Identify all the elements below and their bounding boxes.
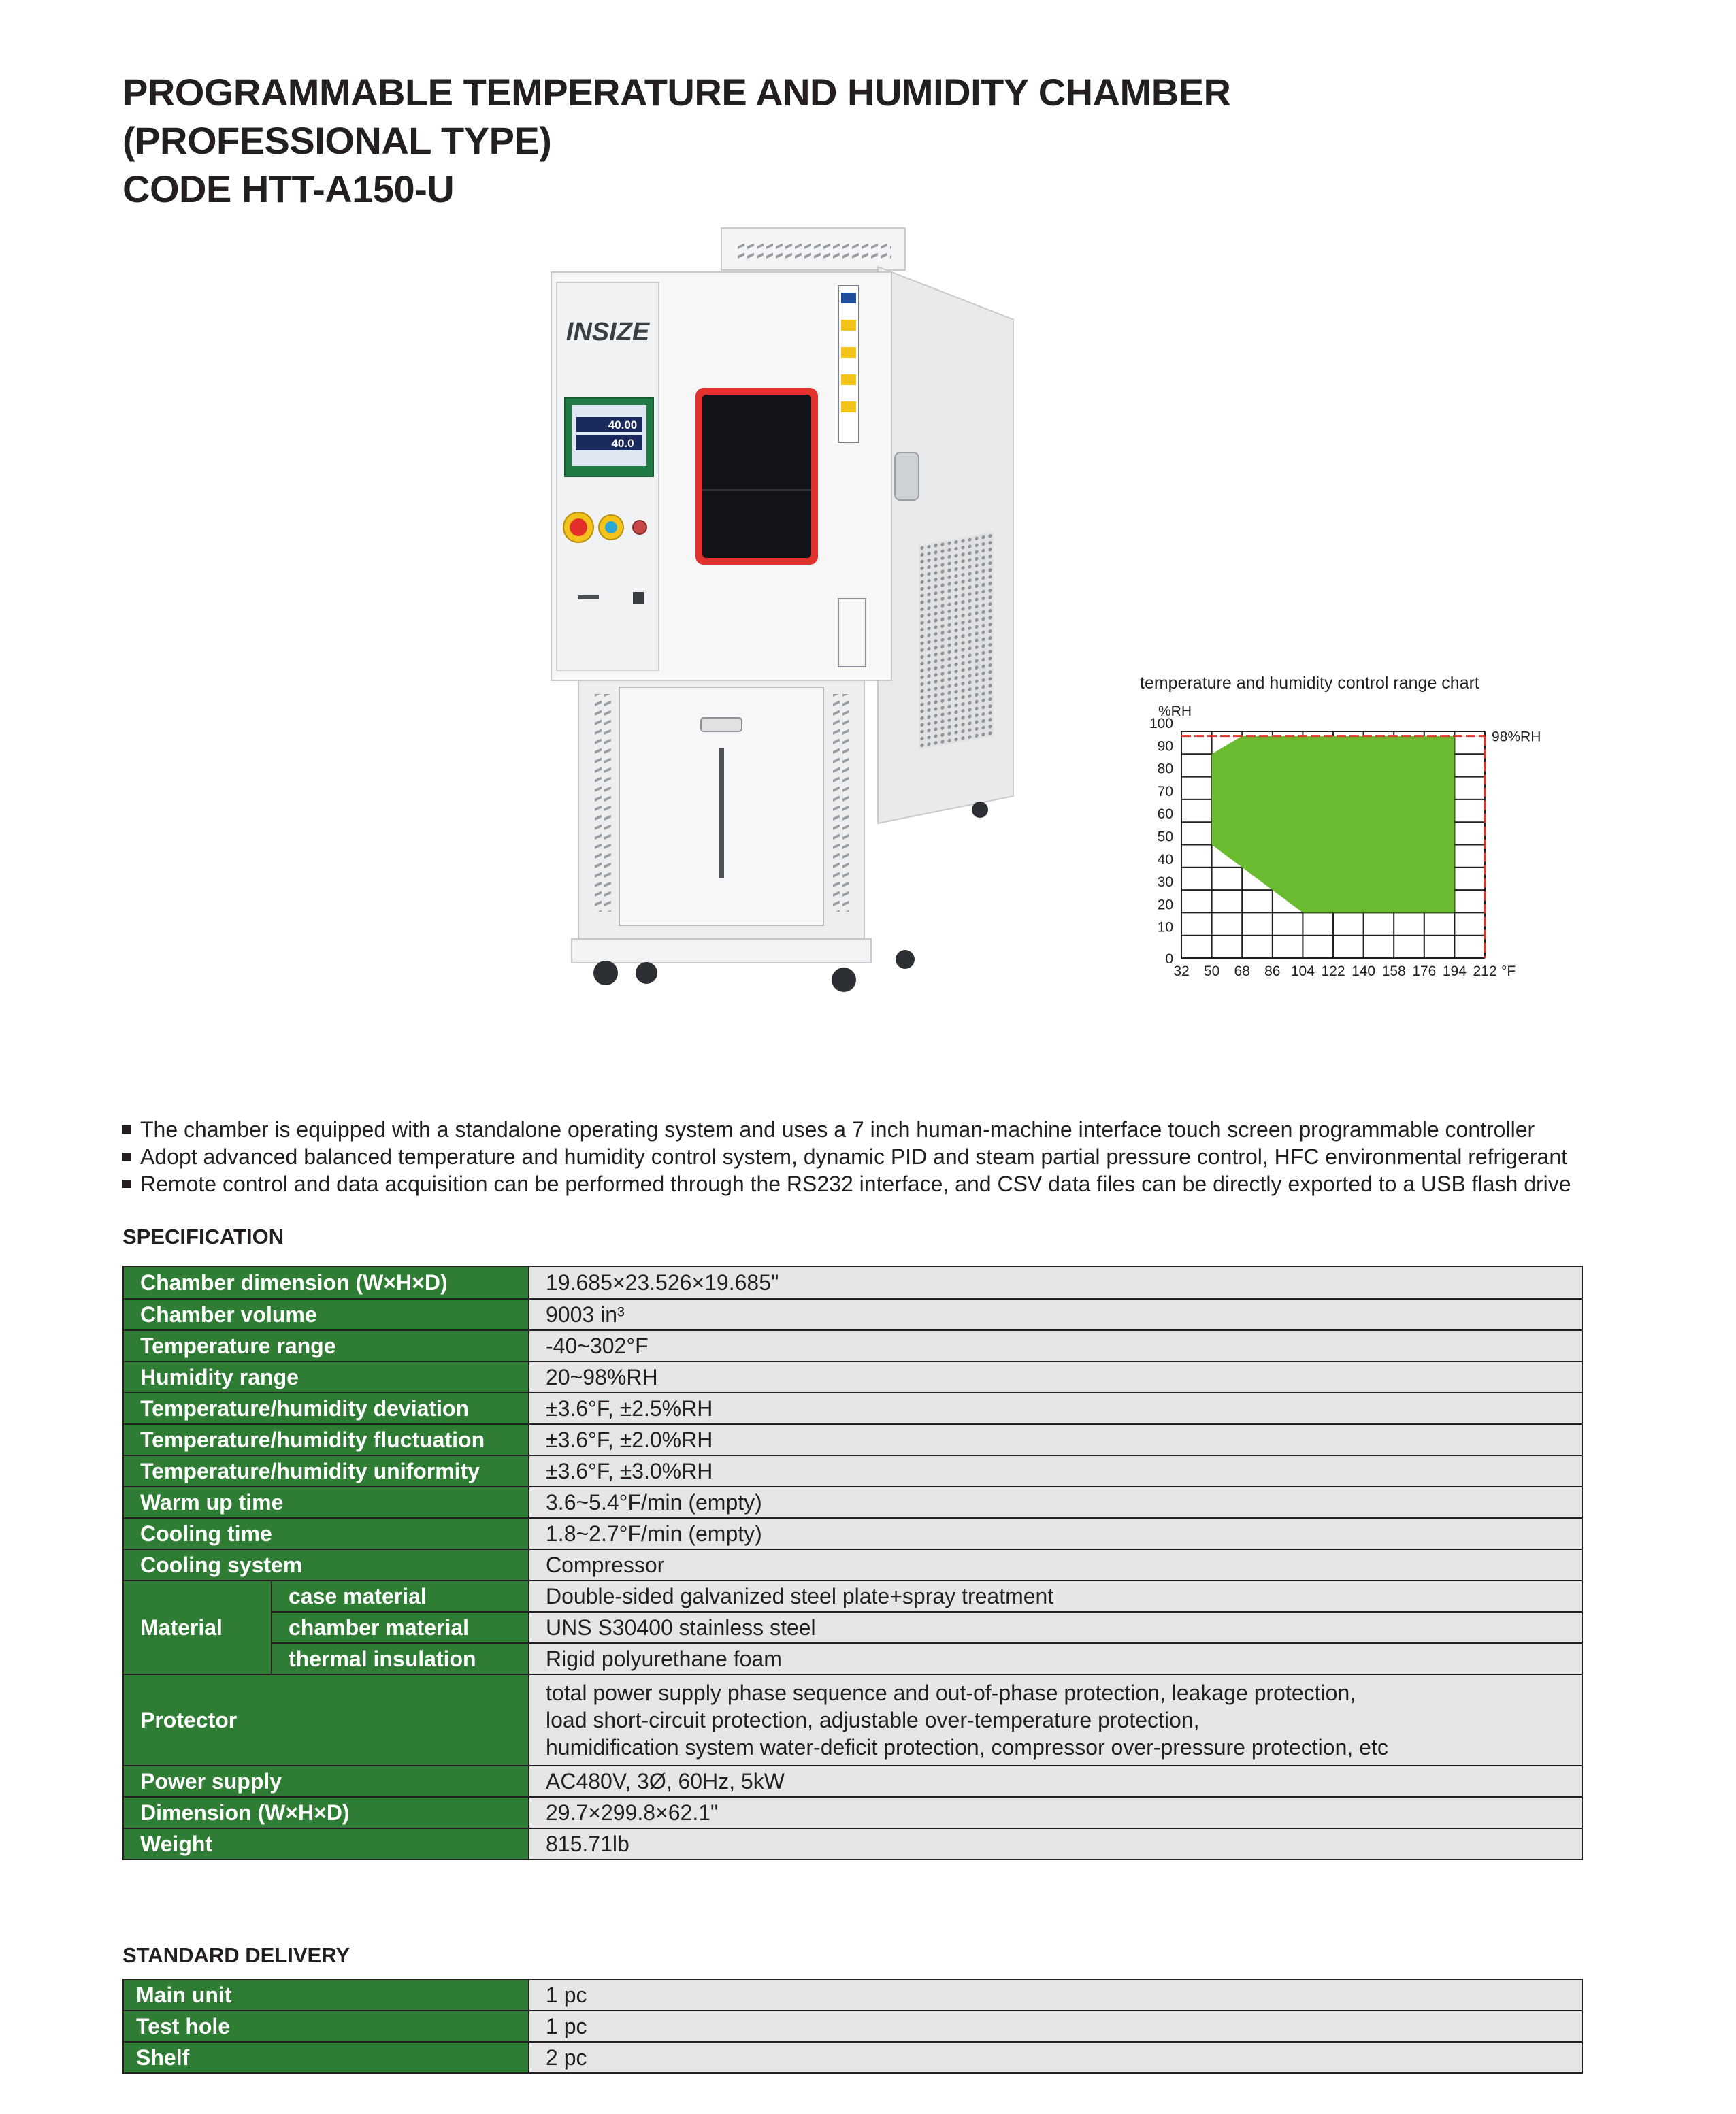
- feature-text: The chamber is equipped with a standalone operating system and uses a 7 inch human-machine interface touch screen programmable controller: [140, 1117, 1535, 1142]
- table-row: [123, 2042, 1582, 2073]
- table-row: [123, 2011, 1582, 2042]
- material-sublabel: case material: [272, 1581, 529, 1612]
- material-label: Material: [123, 1581, 272, 1674]
- chart-x-tick-label: 104: [1290, 963, 1315, 979]
- table-row: [123, 1581, 1582, 1612]
- delivery-value: 1 pc: [529, 2011, 1582, 2042]
- feature-text: Adopt advanced balanced temperature and humidity control system, dynamic PID and steam partial pressure control, HFC environmental refrigerant: [140, 1144, 1568, 1169]
- table-row: [123, 1299, 1582, 1330]
- brand-logo: INSIZE: [566, 318, 650, 346]
- spec-heading: SPECIFICATION: [122, 1225, 284, 1249]
- spec-value: Rigid polyurethane foam: [529, 1643, 1582, 1674]
- delivery-label: Shelf: [123, 2042, 529, 2073]
- table-row: [123, 1797, 1582, 1828]
- material-sublabel: thermal insulation: [272, 1643, 529, 1674]
- table-row: [123, 1766, 1582, 1797]
- spec-label: Temperature/humidity uniformity: [123, 1455, 529, 1487]
- chart-y-tick-label: 100: [1149, 716, 1173, 731]
- chart-x-tick-label: 158: [1381, 963, 1406, 979]
- chart-y-tick-label: 20: [1157, 897, 1173, 913]
- delivery-label: Test hole: [123, 2011, 529, 2042]
- spec-label: Warm up time: [123, 1487, 529, 1518]
- spec-label: Temperature range: [123, 1330, 529, 1361]
- table-row: [123, 1549, 1582, 1581]
- spec-value: 3.6~5.4°F/min (empty): [529, 1487, 1582, 1518]
- spec-label: Dimension (W×H×D): [123, 1797, 529, 1828]
- protector-line: load short-circuit protection, adjustable over-temperature protection,: [546, 1708, 1200, 1732]
- chart-y-tick-label: 70: [1157, 783, 1173, 799]
- table-row: [123, 1455, 1582, 1487]
- table-row: [123, 1643, 1582, 1674]
- spec-value: -40~302°F: [529, 1330, 1582, 1361]
- chart-x-tick-label: 86: [1264, 963, 1281, 979]
- screen-temp-readout: 40.00: [608, 418, 638, 431]
- spec-label: Temperature/humidity fluctuation: [123, 1424, 529, 1455]
- feature-item: [122, 1116, 1688, 1143]
- delivery-heading: STANDARD DELIVERY: [122, 1943, 350, 1967]
- table-row: [123, 1424, 1582, 1455]
- spec-value: ±3.6°F, ±3.0%RH: [529, 1455, 1582, 1487]
- spec-label: Cooling time: [123, 1518, 529, 1549]
- protector-line: total power supply phase sequence and out-of-phase protection, leakage protection,: [546, 1681, 1356, 1705]
- spec-value: 20~98%RH: [529, 1361, 1582, 1393]
- chart-y-tick-label: 30: [1157, 874, 1173, 891]
- protector-label: Protector: [123, 1674, 529, 1766]
- chart-y-tick-label: 80: [1157, 761, 1173, 777]
- chart-region: [1212, 736, 1455, 913]
- chart-x-tick-label: 176: [1412, 963, 1437, 979]
- chart-x-tick-label: 32: [1173, 963, 1190, 979]
- table-row: [123, 1612, 1582, 1643]
- spec-value: 815.71lb: [529, 1828, 1582, 1860]
- bullet-icon: [122, 1153, 131, 1161]
- chart-annotation: 98%RH: [1492, 729, 1541, 745]
- title-line-3: CODE HTT-A150-U: [122, 167, 455, 210]
- table-row: [123, 1674, 1582, 1766]
- feature-text: Remote control and data acquisition can be performed through the RS232 interface, and CSV data files can be directly exported to a USB flash drive: [140, 1172, 1571, 1196]
- spec-value: Compressor: [529, 1549, 1582, 1581]
- page-title: [122, 68, 1230, 213]
- chart-y-tick-label: 40: [1157, 851, 1173, 868]
- chart-y-tick-label: 90: [1157, 738, 1173, 755]
- range-chart: [1130, 667, 1606, 987]
- spec-label: Temperature/humidity deviation: [123, 1393, 529, 1424]
- chart-x-tick-label: 68: [1234, 963, 1250, 979]
- screen-hum-readout: 40.0: [611, 437, 634, 450]
- chart-y-label: %RH: [1158, 704, 1192, 719]
- table-row: [123, 1361, 1582, 1393]
- spec-label: Chamber dimension (W×H×D): [123, 1266, 529, 1299]
- protector-line: humidification system water-deficit protection, compressor over-pressure protection, etc: [546, 1735, 1388, 1760]
- table-row: [123, 1828, 1582, 1860]
- table-row: [123, 1518, 1582, 1549]
- table-row: [123, 1979, 1582, 2011]
- delivery-label: Main unit: [123, 1979, 529, 2011]
- chart-x-tick-label: 140: [1352, 963, 1376, 979]
- delivery-value: 2 pc: [529, 2042, 1582, 2073]
- delivery-value: 1 pc: [529, 1979, 1582, 2011]
- spec-value: UNS S30400 stainless steel: [529, 1612, 1582, 1643]
- product-image: [538, 225, 1014, 1000]
- chart-title: temperature and humidity control range chart: [1140, 674, 1479, 693]
- spec-value: 29.7×299.8×62.1": [529, 1797, 1582, 1828]
- table-row: [123, 1487, 1582, 1518]
- chart-y-tick-label: 60: [1157, 806, 1173, 823]
- chart-x-tick-label: 122: [1321, 963, 1345, 979]
- spec-label: Power supply: [123, 1766, 529, 1797]
- title-line-1: PROGRAMMABLE TEMPERATURE AND HUMIDITY CHAMBER: [122, 71, 1231, 114]
- spec-label: Chamber volume: [123, 1299, 529, 1330]
- material-sublabel: chamber material: [272, 1612, 529, 1643]
- spec-table: [122, 1266, 1583, 1860]
- spec-label: Humidity range: [123, 1361, 529, 1393]
- chart-x-tick-label: 50: [1203, 963, 1220, 979]
- table-row: [123, 1330, 1582, 1361]
- chart-x-label: °F: [1501, 963, 1516, 979]
- spec-value: ±3.6°F, ±2.5%RH: [529, 1393, 1582, 1424]
- table-row: [123, 1266, 1582, 1299]
- spec-label: Cooling system: [123, 1549, 529, 1581]
- table-row: [123, 1393, 1582, 1424]
- chart-y-tick-label: 10: [1157, 919, 1173, 936]
- delivery-table: [122, 1979, 1583, 2074]
- spec-value: 1.8~2.7°F/min (empty): [529, 1518, 1582, 1549]
- bullet-icon: [122, 1125, 131, 1134]
- chart-y-tick-label: 0: [1165, 951, 1173, 967]
- spec-value: ±3.6°F, ±2.0%RH: [529, 1424, 1582, 1455]
- bullet-icon: [122, 1180, 131, 1188]
- chart-x-tick-label: 212: [1473, 963, 1497, 979]
- chart-x-tick-label: 194: [1442, 963, 1467, 979]
- feature-list: [122, 1116, 1688, 1198]
- spec-value: AC480V, 3Ø, 60Hz, 5kW: [529, 1766, 1582, 1797]
- feature-item: [122, 1170, 1688, 1198]
- spec-value: 19.685×23.526×19.685": [529, 1266, 1582, 1299]
- spec-value: Double-sided galvanized steel plate+spray treatment: [529, 1581, 1582, 1612]
- title-line-2: (PROFESSIONAL TYPE): [122, 119, 552, 162]
- spec-label: Weight: [123, 1828, 529, 1860]
- spec-value: 9003 in³: [529, 1299, 1582, 1330]
- protector-value: [529, 1674, 1582, 1766]
- chart-y-tick-label: 50: [1157, 829, 1173, 845]
- feature-item: [122, 1143, 1688, 1170]
